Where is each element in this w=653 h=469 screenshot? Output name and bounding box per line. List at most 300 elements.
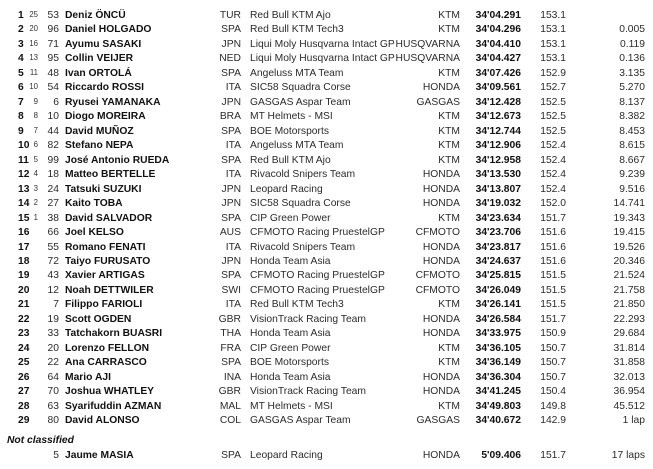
result-row [0,298,653,312]
constructor-cell: KTM [438,140,460,152]
rider-name-cell: Collin VEIJER [65,53,134,65]
gap-cell: 17 laps [611,449,645,461]
gap-cell: 9.239 [619,169,645,181]
constructor-cell: CFMOTO [415,270,460,282]
speed-cell: 149.8 [540,400,566,412]
result-row [0,327,653,341]
rider-number-cell: 6 [53,96,59,108]
nation-cell: SPA [221,357,241,369]
nation-cell: SPA [221,449,241,461]
constructor-cell: HUSQVARNA [395,38,460,50]
gap-cell: 45.512 [613,400,645,412]
points-cell: 25 [29,10,38,19]
gap-cell: 29.684 [613,328,645,340]
speed-cell: 152.4 [540,183,566,195]
speed-cell: 150.7 [540,371,566,383]
rider-name-cell: Syarifuddin AZMAN [65,400,162,412]
position-cell: 15 [18,212,30,224]
team-cell: Honda Team Asia [250,328,331,340]
rider-name-cell: Deniz ÖNCÜ [65,10,126,21]
team-cell: Rivacold Snipers Team [250,241,356,253]
position-cell: 5 [18,67,24,79]
points-cell: 7 [33,125,38,135]
race-time-cell: 34'41.245 [475,386,521,398]
result-row [0,414,653,428]
constructor-cell: HONDA [422,313,460,325]
gap-cell: 36.954 [613,386,645,398]
result-row [0,241,653,255]
rider-number-cell: 70 [47,386,59,398]
nation-cell: ITA [225,82,241,94]
constructor-cell: HONDA [422,371,460,383]
position-cell: 18 [18,255,30,267]
gap-cell: 5.270 [619,82,645,94]
rider-name-cell: Ayumu SASAKI [65,38,142,50]
nation-cell: ITA [225,241,241,253]
nation-cell: MAL [219,400,241,412]
position-cell: 28 [18,400,30,412]
team-cell: BOE Motorsports [250,125,329,137]
position-cell: 2 [18,24,24,36]
result-row [0,449,653,463]
result-row [0,23,653,37]
result-row [0,125,653,139]
speed-cell: 150.7 [540,357,566,369]
classified-results-table [0,9,653,429]
race-time-cell: 34'26.584 [475,313,521,325]
rider-number-cell: 7 [53,299,59,311]
team-cell: Leopard Racing [250,449,323,461]
rider-number-cell: 71 [47,38,59,50]
not-classified-results-table [0,449,653,463]
result-row [0,385,653,399]
rider-number-cell: 44 [47,125,59,137]
team-cell: Rivacold Snipers Team [250,169,356,181]
speed-cell: 152.4 [540,169,566,181]
points-cell: 1 [33,212,38,222]
race-time-cell: 34'09.561 [475,82,521,94]
speed-cell: 151.5 [540,299,566,311]
team-cell: Liqui Moly Husqvarna Intact GP [250,38,395,50]
rider-number-cell: 48 [47,67,59,79]
team-cell: Red Bull KTM Ajo [250,154,331,166]
constructor-cell: HONDA [422,255,460,267]
race-time-cell: 34'12.673 [475,111,521,123]
nation-cell: SWI [221,284,241,296]
speed-cell: 151.7 [540,212,566,224]
points-cell: 13 [29,53,38,63]
points-cell: 20 [29,24,38,34]
rider-name-cell: Lorenzo FELLON [65,342,150,354]
rider-name-cell: Scott OGDEN [65,313,132,325]
points-cell: 6 [33,140,38,150]
position-cell: 7 [18,96,24,108]
race-time-cell: 34'23.817 [475,241,521,253]
team-cell: GASGAS Aspar Team [250,415,351,427]
result-row [0,154,653,168]
speed-cell: 153.1 [540,10,566,21]
rider-number-cell: 66 [47,227,59,239]
rider-name-cell: Jaume MASIA [65,449,134,461]
rider-name-cell: Stefano NEPA [65,140,134,152]
team-cell: Liqui Moly Husqvarna Intact GP [250,53,395,65]
nation-cell: GBR [218,386,241,398]
gap-cell: 21.850 [613,299,645,311]
team-cell: MT Helmets - MSI [250,400,333,412]
constructor-cell: KTM [438,67,460,79]
rider-number-cell: 53 [47,10,59,21]
rider-number-cell: 38 [47,212,59,224]
position-cell: 22 [18,313,30,325]
gap-cell: 19.526 [613,241,645,253]
nation-cell: COL [219,415,241,427]
speed-cell: 152.5 [540,96,566,108]
nation-cell: JPN [221,38,241,50]
nation-cell: JPN [221,255,241,267]
rider-number-cell: 22 [47,357,59,369]
gap-cell: 8.615 [619,140,645,152]
speed-cell: 153.1 [540,53,566,65]
result-row [0,212,653,226]
nation-cell: AUS [219,227,241,239]
gap-cell: 31.858 [613,357,645,369]
position-cell: 8 [18,111,24,123]
position-cell: 14 [18,198,30,210]
nation-cell: SPA [221,24,241,36]
result-row [0,81,653,95]
constructor-cell: KTM [438,212,460,224]
constructor-cell: KTM [438,154,460,166]
race-time-cell: 34'23.634 [475,212,521,224]
rider-number-cell: 5 [53,449,59,461]
speed-cell: 150.7 [540,342,566,354]
team-cell: SIC58 Squadra Corse [250,82,351,94]
rider-number-cell: 72 [47,255,59,267]
position-cell: 24 [18,342,30,354]
constructor-cell: HUSQVARNA [395,53,460,65]
speed-cell: 150.4 [540,386,566,398]
team-cell: CIP Green Power [250,212,331,224]
constructor-cell: HONDA [422,198,460,210]
nation-cell: SPA [221,154,241,166]
rider-name-cell: Joshua WHATLEY [65,386,155,398]
constructor-cell: HONDA [422,183,460,195]
position-cell: 21 [18,299,30,311]
result-row [0,52,653,66]
rider-name-cell: Ana CARRASCO [65,357,147,369]
position-cell: 9 [18,125,24,137]
rider-name-cell: David ALONSO [65,415,140,427]
nation-cell: ITA [225,299,241,311]
result-row [0,226,653,240]
rider-name-cell: Matteo BERTELLE [65,169,156,181]
constructor-cell: KTM [438,111,460,123]
constructor-cell: KTM [438,24,460,36]
constructor-cell: HONDA [422,449,460,461]
points-cell: 3 [33,183,38,193]
team-cell: SIC58 Squadra Corse [250,198,351,210]
nation-cell: SPA [221,212,241,224]
race-time-cell: 5'09.406 [481,449,521,461]
nation-cell: JPN [221,96,241,108]
race-time-cell: 34'07.426 [475,67,521,79]
gap-cell: 8.453 [619,125,645,137]
gap-cell: 8.382 [619,111,645,123]
race-time-cell: 34'12.744 [475,125,521,137]
race-time-cell: 34'49.803 [475,400,521,412]
gap-cell: 0.119 [619,38,645,50]
race-time-cell: 34'19.032 [475,198,521,210]
result-row [0,342,653,356]
race-time-cell: 34'04.296 [475,24,521,36]
result-row [0,269,653,283]
rider-name-cell: Filippo FARIOLI [65,299,143,311]
rider-name-cell: David MUÑOZ [65,125,134,137]
team-cell: Red Bull KTM Tech3 [250,299,344,311]
team-cell: Red Bull KTM Tech3 [250,24,344,36]
speed-cell: 152.4 [540,140,566,152]
rider-name-cell: Daniel HOLGADO [65,24,152,36]
position-cell: 16 [18,227,30,239]
rider-name-cell: Ivan ORTOLÁ [65,67,132,79]
speed-cell: 152.4 [540,154,566,166]
team-cell: BOE Motorsports [250,357,329,369]
rider-number-cell: 10 [47,111,59,123]
rider-number-cell: 33 [47,328,59,340]
team-cell: CFMOTO Racing PruestelGP [250,284,385,296]
nation-cell: ITA [225,140,241,152]
gap-cell: 3.135 [619,67,645,79]
speed-cell: 151.6 [540,241,566,253]
result-row [0,96,653,110]
team-cell: Angeluss MTA Team [250,67,344,79]
gap-cell: 0.136 [619,53,645,65]
race-time-cell: 34'36.105 [475,342,521,354]
nation-cell: ITA [225,169,241,181]
team-cell: VisionTrack Racing Team [250,313,366,325]
points-cell: 10 [29,82,38,92]
constructor-cell: GASGAS [416,415,460,427]
constructor-cell: HONDA [422,82,460,94]
constructor-cell: KTM [438,125,460,137]
rider-number-cell: 63 [47,400,59,412]
team-cell: Angeluss MTA Team [250,140,344,152]
gap-cell: 14.741 [613,198,645,210]
rider-name-cell: Joel KELSO [65,227,124,239]
speed-cell: 150.9 [540,328,566,340]
gap-cell: 21.524 [613,270,645,282]
team-cell: CFMOTO Racing PruestelGP [250,227,385,239]
rider-number-cell: 99 [47,154,59,166]
speed-cell: 151.7 [540,449,566,461]
position-cell: 11 [18,154,29,166]
race-time-cell: 34'04.427 [475,53,521,65]
position-cell: 19 [18,270,30,282]
position-cell: 23 [18,328,30,340]
gap-cell: 8.137 [619,96,645,108]
constructor-cell: KTM [438,299,460,311]
gap-cell: 22.293 [613,313,645,325]
nation-cell: SPA [221,125,241,137]
gap-cell: 0.005 [619,24,645,36]
speed-cell: 152.9 [540,67,566,79]
gap-cell: 8.667 [619,154,645,166]
points-cell: 5 [33,154,38,164]
rider-number-cell: 20 [47,342,59,354]
rider-number-cell: 64 [47,371,59,383]
team-cell: Leopard Racing [250,183,323,195]
position-cell: 29 [18,415,30,427]
result-row [0,183,653,197]
position-cell: 20 [18,284,30,296]
nation-cell: SPA [221,270,241,282]
position-cell: 17 [18,241,30,253]
constructor-cell: HONDA [422,241,460,253]
gap-cell: 19.415 [613,227,645,239]
rider-number-cell: 43 [47,270,59,282]
race-time-cell: 34'36.149 [475,357,521,369]
rider-name-cell: Kaito TOBA [65,198,123,210]
result-row [0,38,653,52]
gap-cell: 31.814 [613,342,645,354]
race-time-cell: 34'04.410 [475,38,521,50]
rider-name-cell: David SALVADOR [65,212,153,224]
nation-cell: BRA [219,111,241,123]
speed-cell: 152.5 [540,111,566,123]
constructor-cell: GASGAS [416,96,460,108]
nation-cell: FRA [220,342,241,354]
rider-number-cell: 19 [47,313,59,325]
nation-cell: SPA [221,67,241,79]
points-cell: 4 [33,169,38,179]
rider-name-cell: Romano FENATI [65,241,146,253]
rider-number-cell: 12 [47,284,59,296]
position-cell: 25 [18,357,30,369]
rider-number-cell: 18 [47,169,59,181]
speed-cell: 151.5 [540,270,566,282]
gap-cell: 20.346 [613,255,645,267]
constructor-cell: CFMOTO [415,284,460,296]
result-row [0,9,653,23]
constructor-cell: KTM [438,342,460,354]
position-cell: 27 [18,386,30,398]
result-row [0,110,653,124]
position-cell: 4 [18,53,24,65]
rider-number-cell: 54 [47,82,59,94]
rider-name-cell: Xavier ARTIGAS [65,270,145,282]
result-row [0,168,653,182]
result-row [0,67,653,81]
race-time-cell: 34'24.637 [475,255,521,267]
gap-cell: 19.343 [613,212,645,224]
team-cell: CFMOTO Racing PruestelGP [250,270,385,282]
speed-cell: 151.6 [540,227,566,239]
position-cell: 3 [18,38,24,50]
nation-cell: JPN [221,198,241,210]
gap-cell: 1 lap [622,415,645,427]
points-cell: 2 [33,198,38,208]
rider-number-cell: 24 [47,183,59,195]
nation-cell: GBR [218,313,241,325]
result-row [0,139,653,153]
constructor-cell: HONDA [422,169,460,181]
rider-name-cell: Diogo MOREIRA [65,111,146,123]
rider-name-cell: José Antonio RUEDA [65,154,170,166]
race-time-cell: 34'12.428 [475,96,521,108]
race-time-cell: 34'33.975 [475,328,521,340]
team-cell: Honda Team Asia [250,255,331,267]
race-time-cell: 34'26.049 [475,284,521,296]
points-cell: 16 [29,38,38,48]
speed-cell: 152.7 [540,82,566,94]
rider-number-cell: 96 [47,24,59,36]
speed-cell: 151.7 [540,313,566,325]
points-cell: 11 [29,67,38,77]
position-cell: 13 [18,183,30,195]
rider-name-cell: Noah DETTWILER [65,284,154,296]
points-cell: 8 [33,111,38,121]
constructor-cell: HONDA [422,386,460,398]
constructor-cell: HONDA [422,328,460,340]
race-time-cell: 34'13.530 [475,169,521,181]
speed-cell: 151.6 [540,255,566,267]
team-cell: MT Helmets - MSI [250,111,333,123]
race-time-cell: 34'04.291 [475,10,521,21]
not-classified-section-header [7,434,74,448]
gap-cell: 32.013 [613,371,645,383]
rider-name-cell: Riccardo ROSSI [65,82,144,94]
rider-name-cell: Mario AJI [65,371,111,383]
position-cell: 26 [18,371,30,383]
rider-name-cell: Tatchakorn BUASRI [65,328,163,340]
speed-cell: 142.9 [540,415,566,427]
rider-number-cell: 55 [47,241,59,253]
rider-name-cell: Taiyo FURUSATO [65,255,151,267]
gap-cell: 21.758 [613,284,645,296]
rider-number-cell: 27 [47,198,59,210]
team-cell: GASGAS Aspar Team [250,96,351,108]
rider-number-cell: 82 [47,140,59,152]
position-cell: 1 [18,10,24,21]
nation-cell: TUR [219,10,241,21]
race-time-cell: 34'25.815 [475,270,521,282]
race-time-cell: 34'36.304 [475,371,521,383]
result-row [0,313,653,327]
constructor-cell: KTM [438,400,460,412]
team-cell: CIP Green Power [250,342,331,354]
result-row [0,284,653,298]
nation-cell: INA [223,371,241,383]
position-cell: 12 [18,169,30,181]
team-cell: Red Bull KTM Ajo [250,10,331,21]
points-cell: 9 [33,96,38,106]
constructor-cell: KTM [438,10,460,21]
position-cell: 10 [18,140,30,152]
rider-name-cell: Tatsuki SUZUKI [65,183,142,195]
race-time-cell: 34'13.807 [475,183,521,195]
speed-cell: 152.5 [540,125,566,137]
not-classified-label: Not classified [7,435,74,446]
result-row [0,356,653,370]
result-row [0,371,653,385]
team-cell: Honda Team Asia [250,371,331,383]
speed-cell: 153.1 [540,24,566,36]
constructor-cell: KTM [438,357,460,369]
speed-cell: 153.1 [540,38,566,50]
result-row [0,197,653,211]
rider-number-cell: 80 [47,415,59,427]
result-row [0,400,653,414]
